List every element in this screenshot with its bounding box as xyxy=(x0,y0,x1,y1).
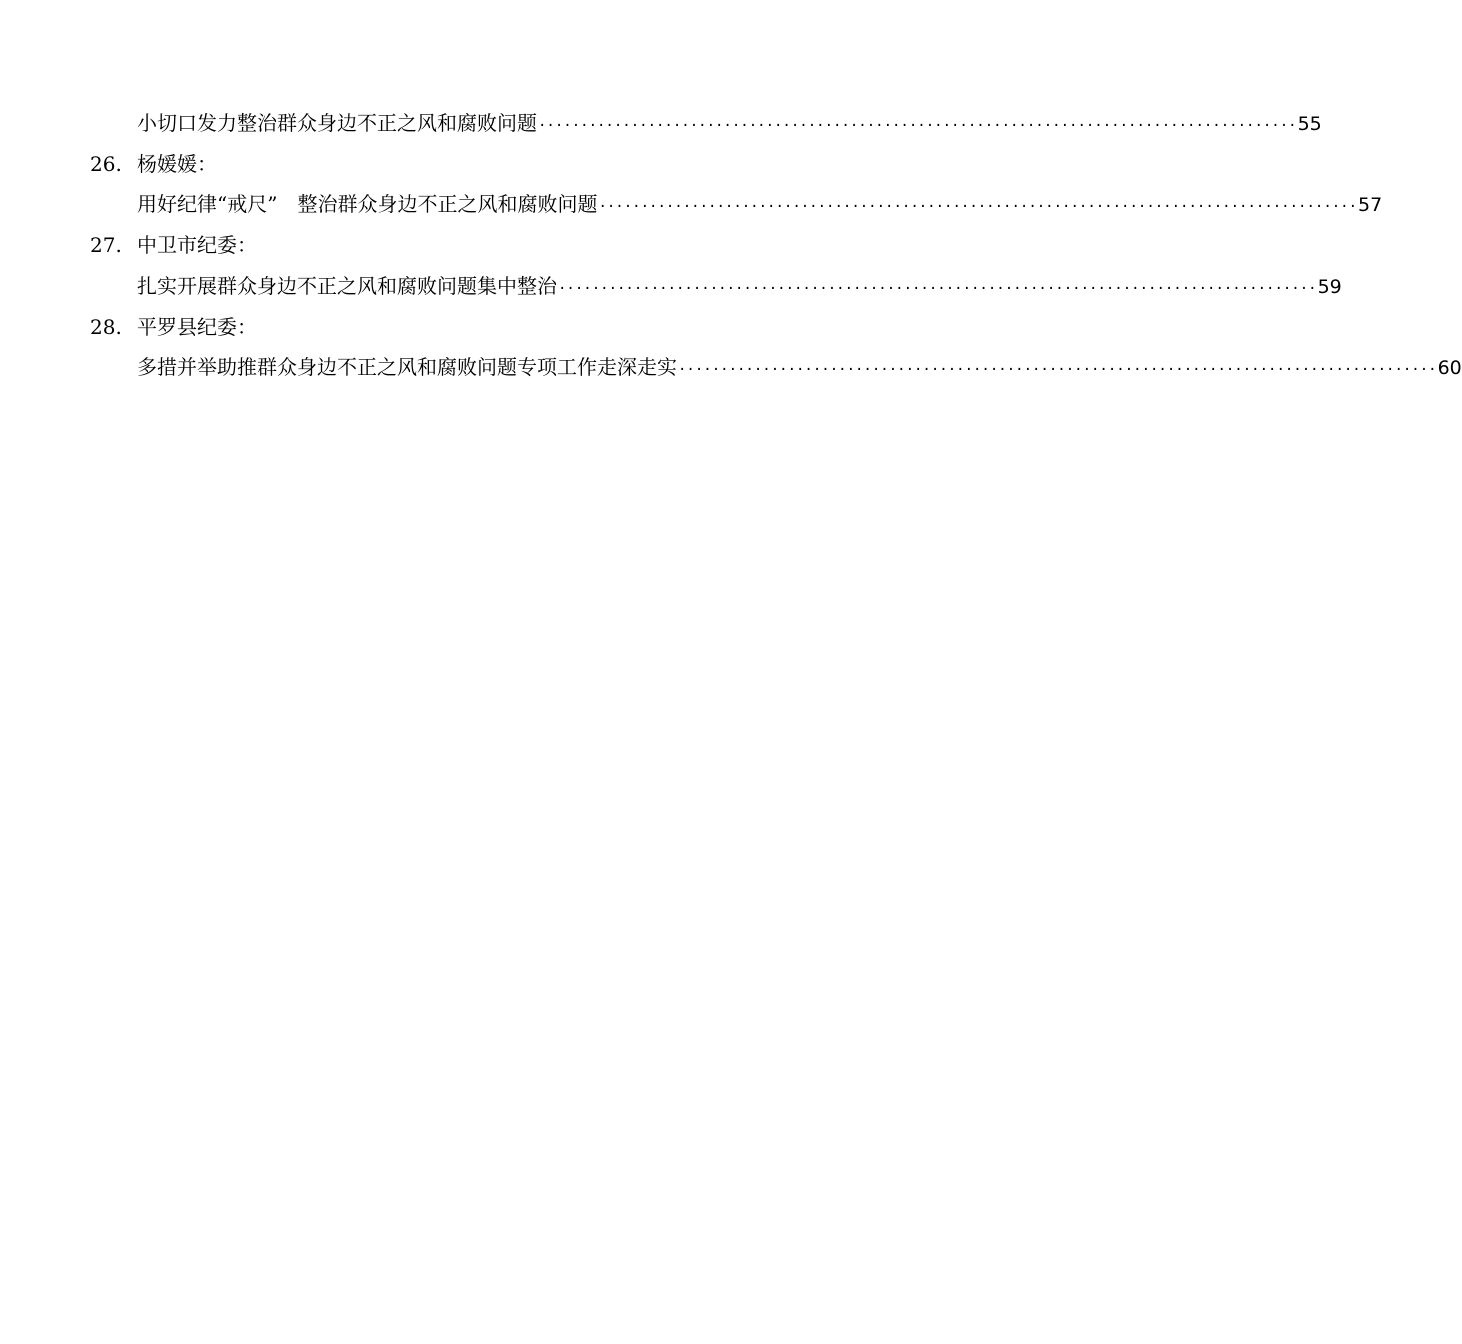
toc-entry xyxy=(137,190,1383,218)
toc-entry-title: 扎实开展群众身边不正之风和腐败问题集中整治 xyxy=(137,274,557,298)
toc-section-number: 26. xyxy=(90,152,122,176)
toc-section-number: 27. xyxy=(90,233,122,257)
toc-entry xyxy=(137,353,1462,381)
toc-entry xyxy=(137,109,1322,137)
toc-section-number: 28. xyxy=(90,315,122,339)
toc-section-heading xyxy=(90,231,257,259)
toc-section-author: 中卫市纪委： xyxy=(137,233,257,257)
toc-entry-title: 小切口发力整治群众身边不正之风和腐败问题 xyxy=(137,111,537,135)
toc-page-number: 55 xyxy=(1297,113,1322,135)
toc-section-heading xyxy=(90,150,217,178)
dot-leader: ·························································································· xyxy=(678,362,1437,378)
toc-entry xyxy=(137,272,1342,300)
dot-leader: ·························································································· xyxy=(558,281,1317,297)
dot-leader: ·························································································· xyxy=(538,118,1297,134)
toc-page-number: 57 xyxy=(1358,194,1383,216)
dot-leader: ·························································································· xyxy=(598,199,1358,215)
toc-section-author: 杨媛媛： xyxy=(137,152,217,176)
toc-page-number: 60 xyxy=(1437,357,1462,379)
toc-entry-title: 用好纪律“戒尺” 整治群众身边不正之风和腐败问题 xyxy=(137,192,598,216)
toc-section-heading xyxy=(90,313,257,341)
toc-entry-title: 多措并举助推群众身边不正之风和腐败问题专项工作走深走实 xyxy=(137,355,677,379)
toc-section-author: 平罗县纪委： xyxy=(137,315,257,339)
toc-page-number: 59 xyxy=(1317,276,1342,298)
